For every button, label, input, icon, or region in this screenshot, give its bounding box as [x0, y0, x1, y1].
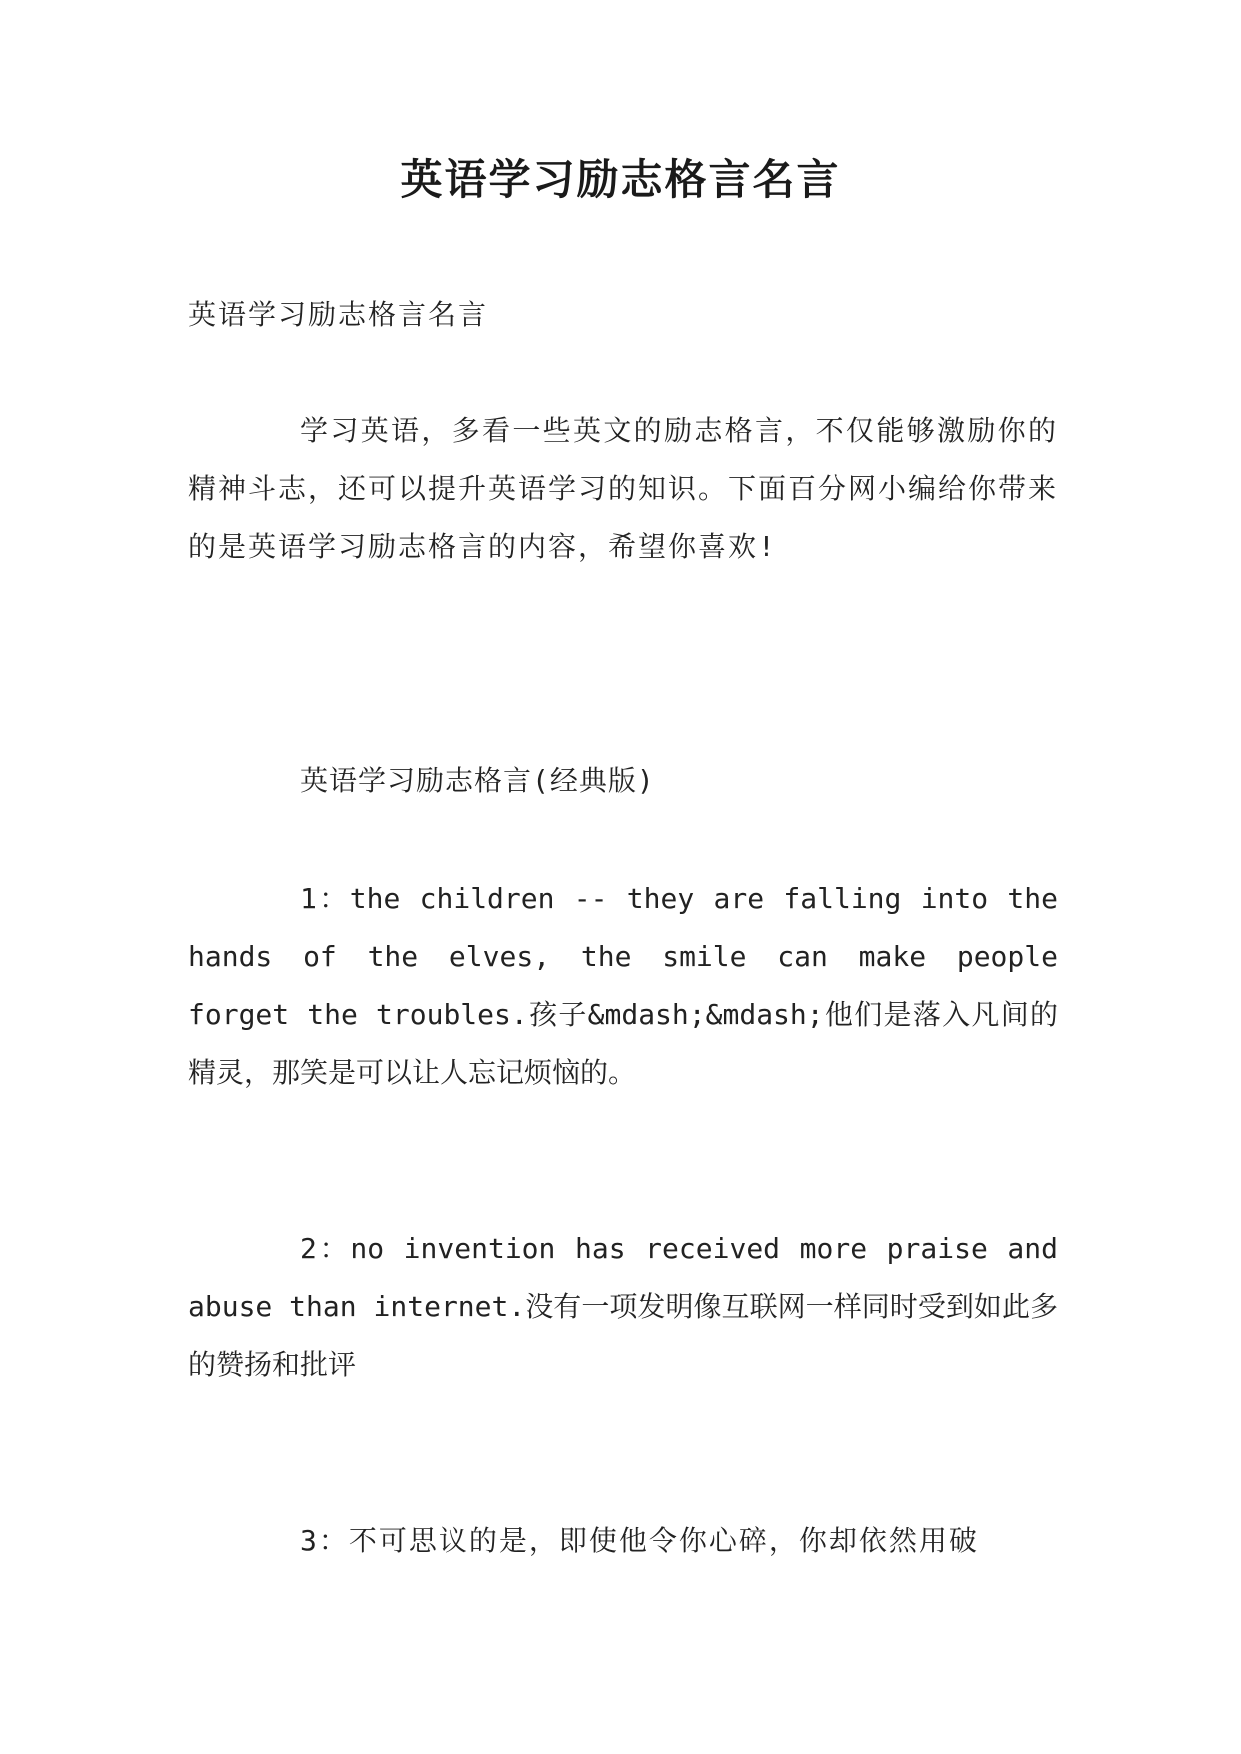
document-subtitle: 英语学习励志格言名言 — [188, 298, 489, 331]
quote-paragraph-1: 1：the children -- they are falling into the hands of the elves, the smile can make people forget the troubles.孩子&mdash;&mdash;他们是落入凡间的精灵，那笑是可以让人忘记烦恼的。 — [188, 882, 1058, 1089]
intro-paragraph: 学习英语，多看一些英文的励志格言，不仅能够激励你的精神斗志，还可以提升英语学习的知识。下面百分网小编给你带来的是英语学习励志格言的内容，希望你喜欢! — [188, 414, 1059, 563]
document-title: 英语学习励志格言名言 — [400, 155, 841, 204]
section-heading: 英语学习励志格言(经典版) — [300, 764, 655, 797]
quote-paragraph-3: 3：不可思议的是，即使他令你心碎，你却依然用破 — [300, 1524, 979, 1557]
quote-paragraph-2: 2：no invention has received more praise and abuse than internet.没有一项发明像互联网一样同时受到如此多的赞扬和批评 — [188, 1232, 1058, 1381]
